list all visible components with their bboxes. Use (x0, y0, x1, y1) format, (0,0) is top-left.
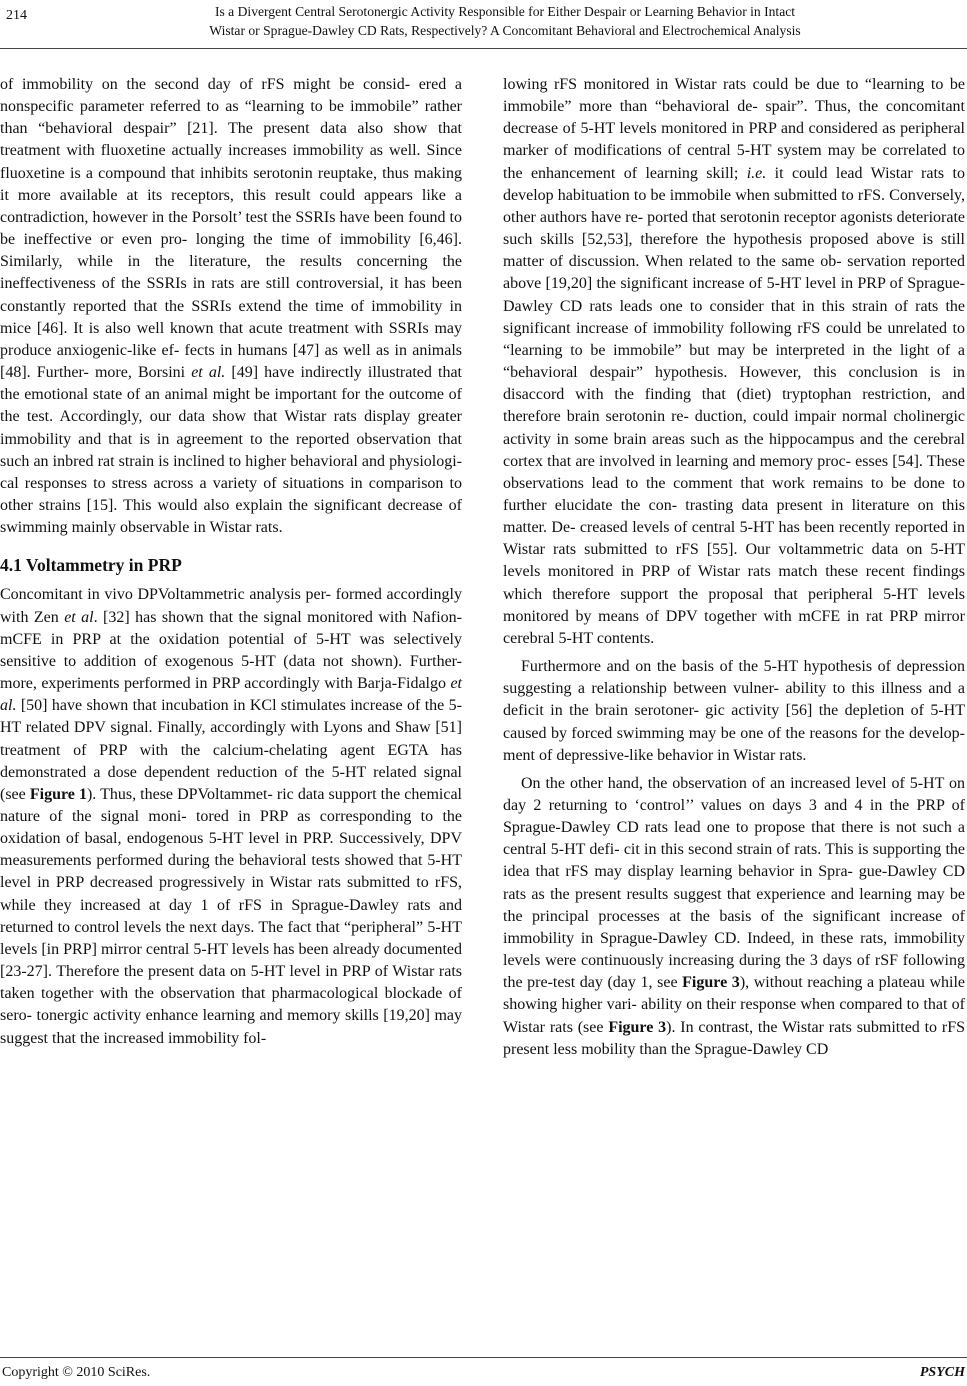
running-header (0, 0, 967, 46)
section-heading: 4.1 Voltammetry in PRP (0, 555, 182, 576)
text-run: On the other hand, the observation of an increased level of 5-HT on day 2 returning to ‘control’’ values on days 3 and 4 in the PRP of Sprague-Dawley CD rats lead one to propose that there is not such a central 5-HT defi- cit in this second strain of rats. This is supporting the idea that rFS may display learning behavior in Spra- gue-Dawley CD rats as the present results suggest that experience and learning may be the principal processes at the basis of the significant increase of immobility in Sprague-Dawley CD. Indeed, in these rats, immobility levels were continuously increasing during the 3 days of rSF following the pre-test day (day 1, see (503, 774, 965, 992)
text-run: [50] have shown that incubation in KCl stimulates increase of the 5-HT related DPV signal. Finally, accordingly with Lyons and Shaw [51] treatment of PRP with the calcium-chelating agent EGTA has demonstrated a dose dependent reduction of the 5-HT related signal (see (0, 697, 462, 803)
running-title-line-1: Is a Divergent Central Serotonergic Activity Responsible for Either Despair or Learning Behavior in Intact (214, 4, 796, 19)
italic-text: et al. (191, 364, 226, 382)
journal-name: PSYCH (919, 1365, 965, 1380)
copyright-notice: Copyright © 2010 SciRes. (2, 1365, 151, 1380)
figure-reference: Figure 1 (29, 785, 87, 803)
italic-text: et al. (0, 675, 462, 715)
text-run: ). Thus, these DPVoltammet- ric data support the chemical nature of the signal moni- tored in PRP as corresponding to the oxidation of basal, endogenous 5-HT level in PRP. Successively, DPV measurements performed during the behavioral tests showed that 5-HT level in PRP decreased progressively in Wistar rats submitted to rFS, while they increased at day 1 of rFS in Sprague-Dawley rats and returned to control levels the next days. The fact that “peripheral” 5-HT levels [in PRP] mirror central 5-HT levels has been already documented [23-27]. Therefore the present data on 5-HT level in PRP of Wistar rats taken together with the observation that pharmacological blockade of sero- tonergic activity enhance learning and memory skills [19,20] may suggest that the increased immobility fol- (0, 785, 462, 1047)
text-run: of immobility on the second day of rFS might be consid- ered a nonspecific parameter referred to as “learning to be immobile” rather than “behavioral despair” [21]. The present data also show that treatment with fluoxetine actually increases immobility as well. Since fluoxetine is a compound that inhibits serotonin reuptake, thus making it more available at its receptors, this result could appears like a contradiction, however in the Porsolt’ test the SSRIs have been found to be ineffective or even pro- longing the time of immobility [6,46]. Similarly, while in the literature, the results concerning the ineffectiveness of the SSRIs in rats are still controversial, it has been constantly reported that the SSRIs extend the time of immobility in mice [46]. It is also well known that acute treatment with SSRIs may produce anxiogenic-like ef- fects in humans [47] as well as in animals [48]. Further- more, Borsini (0, 76, 462, 382)
left-column (0, 74, 462, 1050)
paragraph (503, 74, 965, 650)
paragraph: Furthermore and on the basis of the 5-HT hypothesis of depression suggesting a relationship between vulner- ability to this illness and a deficit in the brain serotoner- gic activity [56] the depletion of 5-HT caused by forced swimming may be one of the reasons for the develop- ment of depressive-like behavior in Wistar rats. (503, 658, 965, 764)
figure-reference: Figure 3 (682, 974, 740, 992)
italic-text: i.e. (746, 164, 767, 182)
text-run: . [32] has shown that the signal monitored with Nafion-mCFE in PRP at the oxidation potential of 5-HT was selectively sensitive to addition of exogenous 5-HT (data not shown). Further- more, experiments performed in PRP accordingly with Barja-Fidalgo (0, 608, 462, 693)
paragraph (0, 584, 462, 1049)
paragraph (0, 74, 462, 539)
text-run: ), without reaching a plateau while showing higher vari- ability on their response when compared to that of Wistar rats (see (503, 974, 966, 1036)
italic-text: et al (64, 608, 94, 626)
text-run: [49] have indirectly illustrated that the emotional state of an animal might be important for the outcome of the test. Accordingly, our data show that Wistar rats display greater immobility and that is in agreement to the reported observation that such an inbred rat strain is inclined to higher behavioral and physiologi- cal responses to stress across a variety of situations in comparison to other strains [15]. This would also explain the significant decrease of swimming mainly observable in Wistar rats. (0, 364, 463, 537)
figure-reference: Figure 3 (608, 1018, 667, 1036)
text-run: ). In contrast, the Wistar rats submitted to rFS present less mobility than the Sprague-Dawley CD (503, 1018, 965, 1058)
footer-rule (0, 1357, 967, 1358)
paragraph (503, 773, 965, 1061)
running-title (60, 2, 950, 40)
text-run: it could lead Wistar rats to develop habituation to be immobile when submitted to rFS. Conversely, other authors have re- ported that serotonin receptor agonists deteriorate such skills [52,53], therefore the hypothesis proposed above is still matter of discussion. When related to the same ob- servation reported above [19,20] the significant increase of 5-HT level in PRP of Sprague-Dawley CD rats leads one to consider that in this strain of rats the significant increase of immobility following rFS could be unrelated to “learning to be immobile” but may be interpreted in the light of a “behavioral despair” hypothesis. However, this conclusion is in disaccord with the finding that (diet) tryptophan restriction, and therefore brain serotonin re- duction, could impair normal cholinergic activity in some brain areas such as the hippocampus and the cerebral cortex that are involved in learning and memory proc- esses [54]. These observations lead to the comment that work remains to be done to further elucidate the con- trasting data present in literature on this matter. De- creased levels of central 5-HT has been recently reported in Wistar rats submitted to rFS [55]. Our voltammetric data on 5-HT levels monitored in PRP of Wistar rats match these recent findings which therefore support the proposal that peripheral 5-HT levels monitored by means of DPV together with mCFE in rat PRP mirror cerebral 5-HT contents. (503, 164, 965, 647)
right-column (503, 74, 965, 1061)
text-run: Concomitant in vivo DPVoltammetric analysis per- formed accordingly with Zen (0, 586, 462, 626)
running-title-line-2: Wistar or Sprague-Dawley CD Rats, Respectively? A Concomitant Behavioral and Electrochemical Analysis (209, 23, 801, 38)
page-number: 214 (6, 8, 27, 23)
header-rule (0, 48, 967, 49)
text-run: lowing rFS monitored in Wistar rats could be due to “learning to be immobile” more than “behavioral de- spair”. Thus, the concomitant decrease of 5-HT levels monitored in PRP and considered as peripheral marker of modifications of central 5-HT system may be correlated to the enhancement of learning skill; (503, 76, 965, 182)
